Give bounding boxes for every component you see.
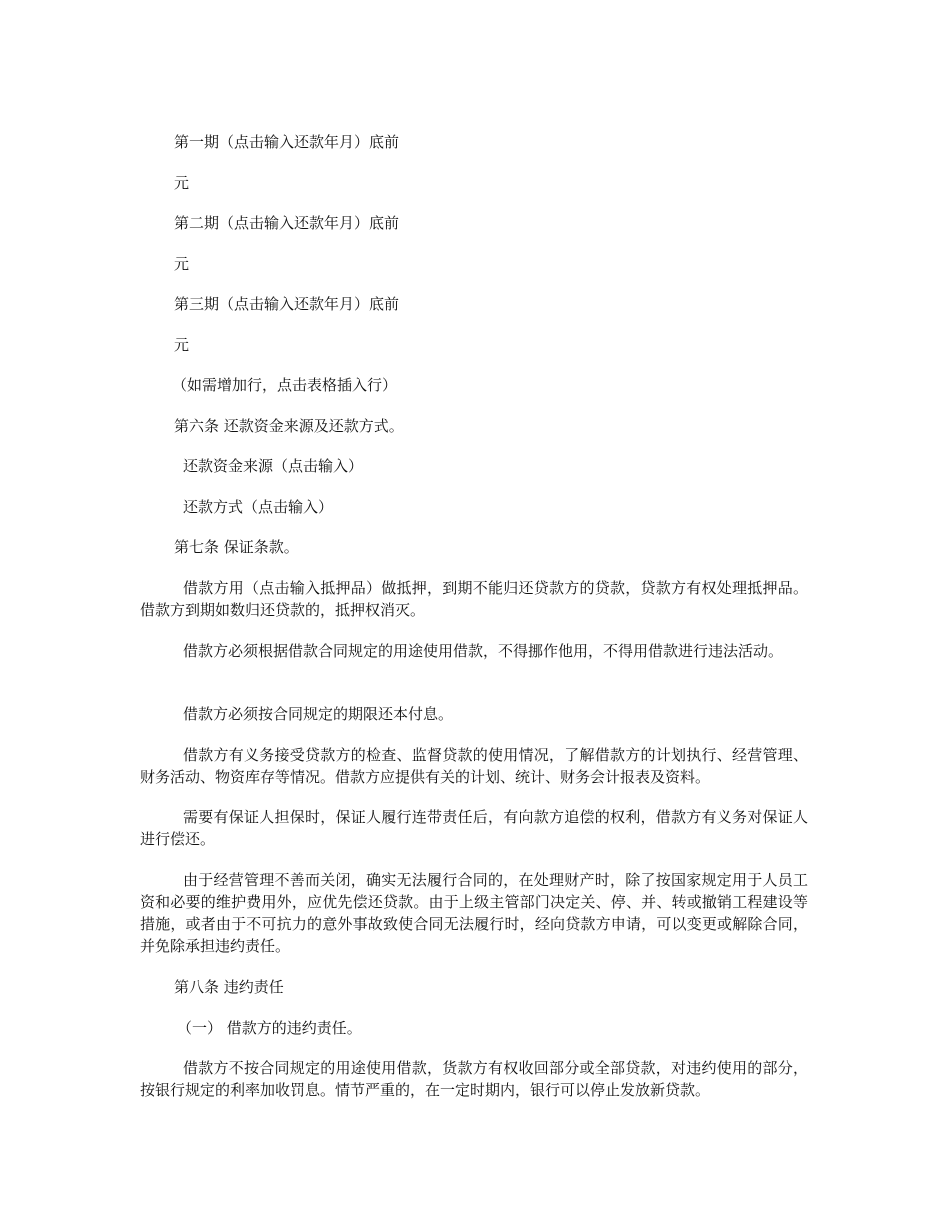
article-7-paragraph: 需要有保证人担保时，保证人履行连带责任后，有向款方追偿的权利，借款方有义务对保证人进行偿还。: [140, 808, 808, 848]
installment-2-period: 第二期（点击输入还款年月）底前: [174, 214, 400, 232]
article-8-subsection-1: （一） 借款方的违约责任。: [177, 1019, 362, 1037]
article-6-title: 第六条 还款资金来源及还款方式。: [174, 417, 404, 435]
article-8-title: 第八条 违约责任: [174, 978, 284, 996]
article-7-paragraph: 借款方必须根据借款合同规定的用途使用借款，不得挪作他用，不得用借款进行违法活动。: [183, 642, 784, 660]
installment-2-unit: 元: [174, 255, 190, 273]
installment-3-period: 第三期（点击输入还款年月）底前: [174, 295, 400, 313]
article-7-paragraph: 借款方用（点击输入抵押品）做抵押，到期不能归还贷款方的贷款，贷款方有权处理抵押品。借款方到期如数归还贷款的，抵押权消灭。: [140, 579, 808, 619]
installment-3-unit: 元: [174, 336, 190, 354]
article-7-paragraph: 借款方必须按合同规定的期限还本付息。: [183, 705, 454, 723]
add-row-hint: （如需增加行，点击表格插入行）: [172, 376, 398, 394]
article-7-title: 第七条 保证条款。: [174, 538, 299, 556]
article-7-paragraph: 借款方有义务接受贷款方的检查、监督贷款的使用情况，了解借款方的计划执行、经营管理、财务活动、物资库存等情况。借款方应提供有关的计划、统计、财务会计报表及资料。: [140, 746, 808, 786]
article-6-method: 还款方式（点击输入）: [183, 498, 334, 516]
article-7-paragraph: 由于经营管理不善而关闭，确实无法履行合同的，在处理财产时，除了按国家规定用于人员工资和必要的维护费用外，应优先偿还贷款。由于上级主管部门决定关、停、并、转或撤销工程建设等措施，或者由于不可抗力的意外事故致使合同无法履行时，经向贷款方申请，可以变更或解除合同，并免除承担违约责任。: [140, 871, 808, 955]
installment-1-period: 第一期（点击输入还款年月）底前: [174, 133, 400, 151]
article-6-source: 还款资金来源（点击输入）: [183, 457, 364, 475]
installment-1-unit: 元: [174, 174, 190, 192]
article-8-paragraph: 借款方不按合同规定的用途使用借款，货款方有权收回部分或全部贷款，对违约使用的部分，按银行规定的利率加收罚息。情节严重的，在一定时期内，银行可以停止发放新贷款。: [140, 1059, 808, 1099]
